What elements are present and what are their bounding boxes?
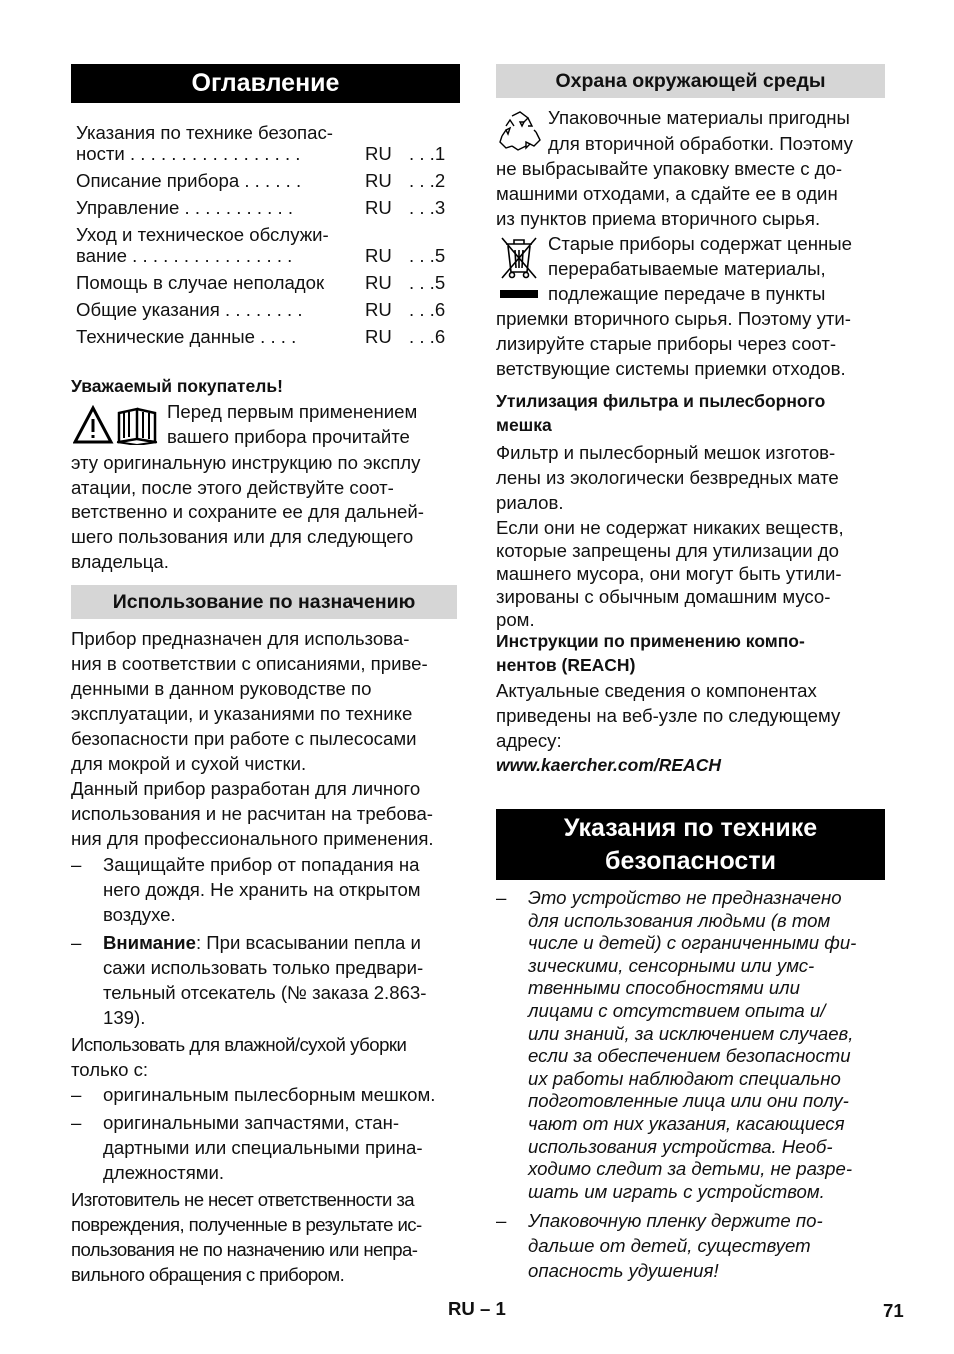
recycling-icon bbox=[498, 110, 542, 152]
filter-line: которые запрещены для утилизации до bbox=[496, 540, 839, 561]
usage-paragraph: Использовать для влажной/сухой уборки bbox=[71, 1034, 407, 1055]
weee-line: подлежащие передаче в пункты bbox=[548, 283, 826, 304]
dear-line: шего пользования или для следующего bbox=[71, 526, 414, 547]
filter-line: Если они не содержат никаких веществ, bbox=[496, 517, 844, 538]
weee-line: приемки вторичного сырья. Поэтому ути- bbox=[496, 308, 851, 329]
list-item: – оригинальными запчастями, стан- дартными или специальными прина- длежностями. bbox=[71, 1112, 423, 1183]
filter-disposal-heading: Утилизация фильтра и пылесборного bbox=[496, 391, 826, 411]
recycle-line: не выбрасывайте упаковку вместе с до- bbox=[496, 158, 843, 179]
dear-customer-heading: Уважаемый покупатель! bbox=[71, 376, 283, 396]
crossed-bin-icon bbox=[498, 234, 540, 300]
recycle-line: Упаковочные материалы пригодны bbox=[548, 107, 850, 128]
list-item: – Упаковочную пленку держите по- дальше от детей, существует опасность удушения! bbox=[496, 1210, 823, 1281]
reach-link[interactable]: www.kaercher.com/REACH bbox=[496, 755, 721, 775]
open-book-icon bbox=[117, 409, 157, 445]
warning-triangle-icon bbox=[73, 405, 165, 445]
toc-heading: Оглавление bbox=[71, 64, 460, 103]
dear-line: ветственно и сохраните ее для дальней- bbox=[71, 501, 424, 522]
list-item: – оригинальным пылесборным мешком. bbox=[71, 1084, 436, 1105]
reach-line: приведены на веб-узле по следующему bbox=[496, 705, 841, 726]
list-item: – Внимание: При всасывании пепла и сажи использовать только предвари- тельный отсекатель (№ заказа 2.863- 139). bbox=[71, 932, 427, 1028]
safety-heading: Указания по технике безопасности bbox=[496, 809, 885, 880]
read-manual-icons bbox=[73, 405, 165, 445]
usage-paragraph: только с: bbox=[71, 1059, 149, 1080]
dear-line: атации, после этого действуйте соот- bbox=[71, 477, 394, 498]
environment-heading: Охрана окружающей среды bbox=[496, 64, 885, 98]
weee-line: ветствующие системы приемки отходов. bbox=[496, 358, 846, 379]
reach-heading: Инструкции по применению компо- bbox=[496, 631, 805, 651]
weee-line: Старые приборы содержат ценные bbox=[548, 233, 852, 254]
reach-line: Актуальные сведения о компонентах bbox=[496, 680, 817, 701]
filter-line: лены из экологически безвредных мате bbox=[496, 467, 839, 488]
filter-line: ром. bbox=[496, 609, 535, 630]
filter-line: Фильтр и пылесборный мешок изготов- bbox=[496, 442, 836, 463]
list-item: – Это устройство не предназначено для использования людьми (в том числе и детей) с ограниченными фи- зическими, сенсорными или умс- твенными способностями или лицами с отсутствием опыта и/ или знаний, за исключением случаев, если за обеспечением безопасности их работы наблюдают специально подготовленные лица или они полу- чают от них указания, касающиеся использования устройства. Необ- ходимо следит за детьми, не разре- шать им играть с устройством. bbox=[496, 887, 857, 1202]
filter-line: машнего мусора, они могут быть утили- bbox=[496, 563, 842, 584]
recycle-line: из пунктов приема вторичного сырья. bbox=[496, 208, 821, 229]
intended-use-heading: Использование по назначению bbox=[71, 585, 457, 619]
dear-line: вашего прибора прочитайте bbox=[167, 426, 410, 447]
recycle-line: для вторичной обработки. Поэтому bbox=[548, 133, 853, 154]
filter-line: риалов. bbox=[496, 492, 564, 513]
dear-line: владельца. bbox=[71, 551, 169, 572]
filter-line: зированы с обычным домашним мусо- bbox=[496, 586, 831, 607]
weee-line: перерабатываемые материалы, bbox=[548, 258, 826, 279]
page-section-label: RU – 1 bbox=[448, 1298, 506, 1319]
dear-line: Перед первым применением bbox=[167, 401, 418, 422]
reach-line: адресу: bbox=[496, 730, 562, 751]
list-item: – Защищайте прибор от попадания на него дождя. Не хранить на открытом воздухе. bbox=[71, 854, 421, 925]
page-number: 71 bbox=[883, 1300, 904, 1321]
filter-disposal-heading: мешка bbox=[496, 415, 552, 435]
reach-heading: нентов (REACH) bbox=[496, 655, 636, 675]
dear-line: эту оригинальную инструкцию по эксплу bbox=[71, 452, 421, 473]
recycle-line: машними отходами, а сдайте ее в один bbox=[496, 183, 838, 204]
weee-line: лизируйте старые приборы через соот- bbox=[496, 333, 837, 354]
